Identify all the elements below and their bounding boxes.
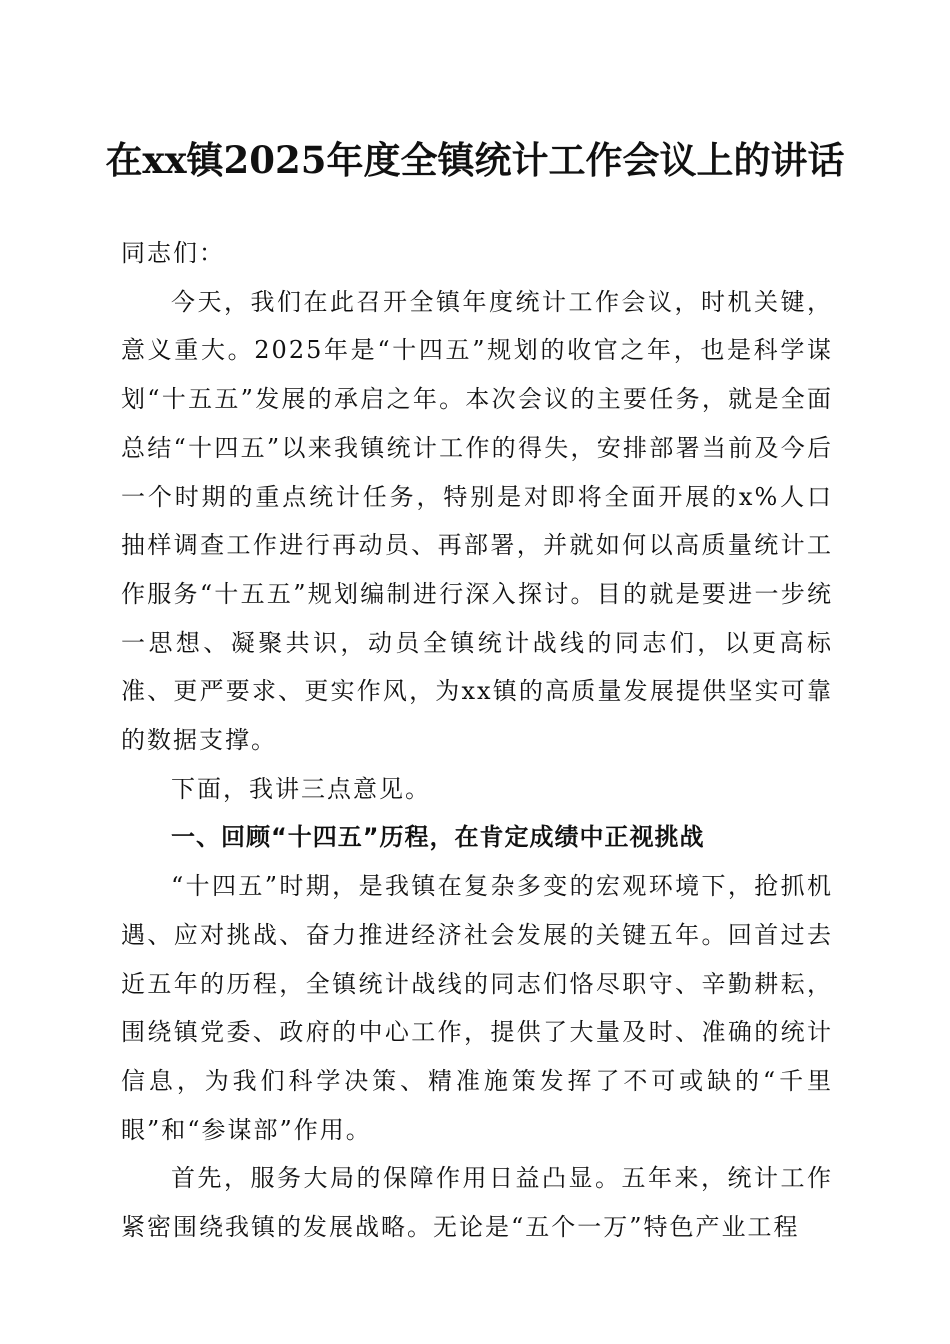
document-title: 在xx镇2025年度全镇统计工作会议上的讲话 (105, 138, 845, 182)
paragraph-first-point: 首先，服务大局的保障作用日益凸显。五年来，统计工作紧密围绕我镇的发展战略。无论是“五个一万”特色产业工程 (121, 1164, 833, 1242)
paragraph-review: “十四五”时期，是我镇在复杂多变的宏观环境下，抢抓机遇、应对挑战、奋力推进经济社会发展的关键五年。回首过去近五年的历程，全镇统计战线的同志们恪尽职守、辛勤耕耘，围绕镇党委、政府的中心工作，提供了大量及时、准确的统计信息，为我们科学决策、精准施策发挥了不可或缺的“千里眼”和“参谋部”作用。 (121, 872, 833, 1144)
paragraph-outline: 下面，我讲三点意见。 (171, 774, 431, 803)
salutation: 同志们： (121, 239, 225, 267)
section-heading-1: 一、回顾“十四五”历程，在肯定成绩中正视挑战 (171, 823, 705, 852)
document-body (121, 229, 833, 1252)
paragraph-intro: 今天，我们在此召开全镇年度统计工作会议，时机关键，意义重大。2025年是“十四五”规划的收官之年，也是科学谋划“十五五”发展的承启之年。本次会议的主要任务，就是全面总结“十四五”以来我镇统计工作的得失，安排部署当前及今后一个时期的重点统计任务，特别是对即将全面开展的x%人口抽样调查工作进行再动员、再部署，并就如何以高质量统计工作服务“十五五”规划编制进行深入探讨。目的就是要进一步统一思想、凝聚共识，动员全镇统计战线的同志们，以更高标准、更严要求、更实作风，为xx镇的高质量发展提供坚实可靠的数据支撑。 (121, 287, 833, 755)
